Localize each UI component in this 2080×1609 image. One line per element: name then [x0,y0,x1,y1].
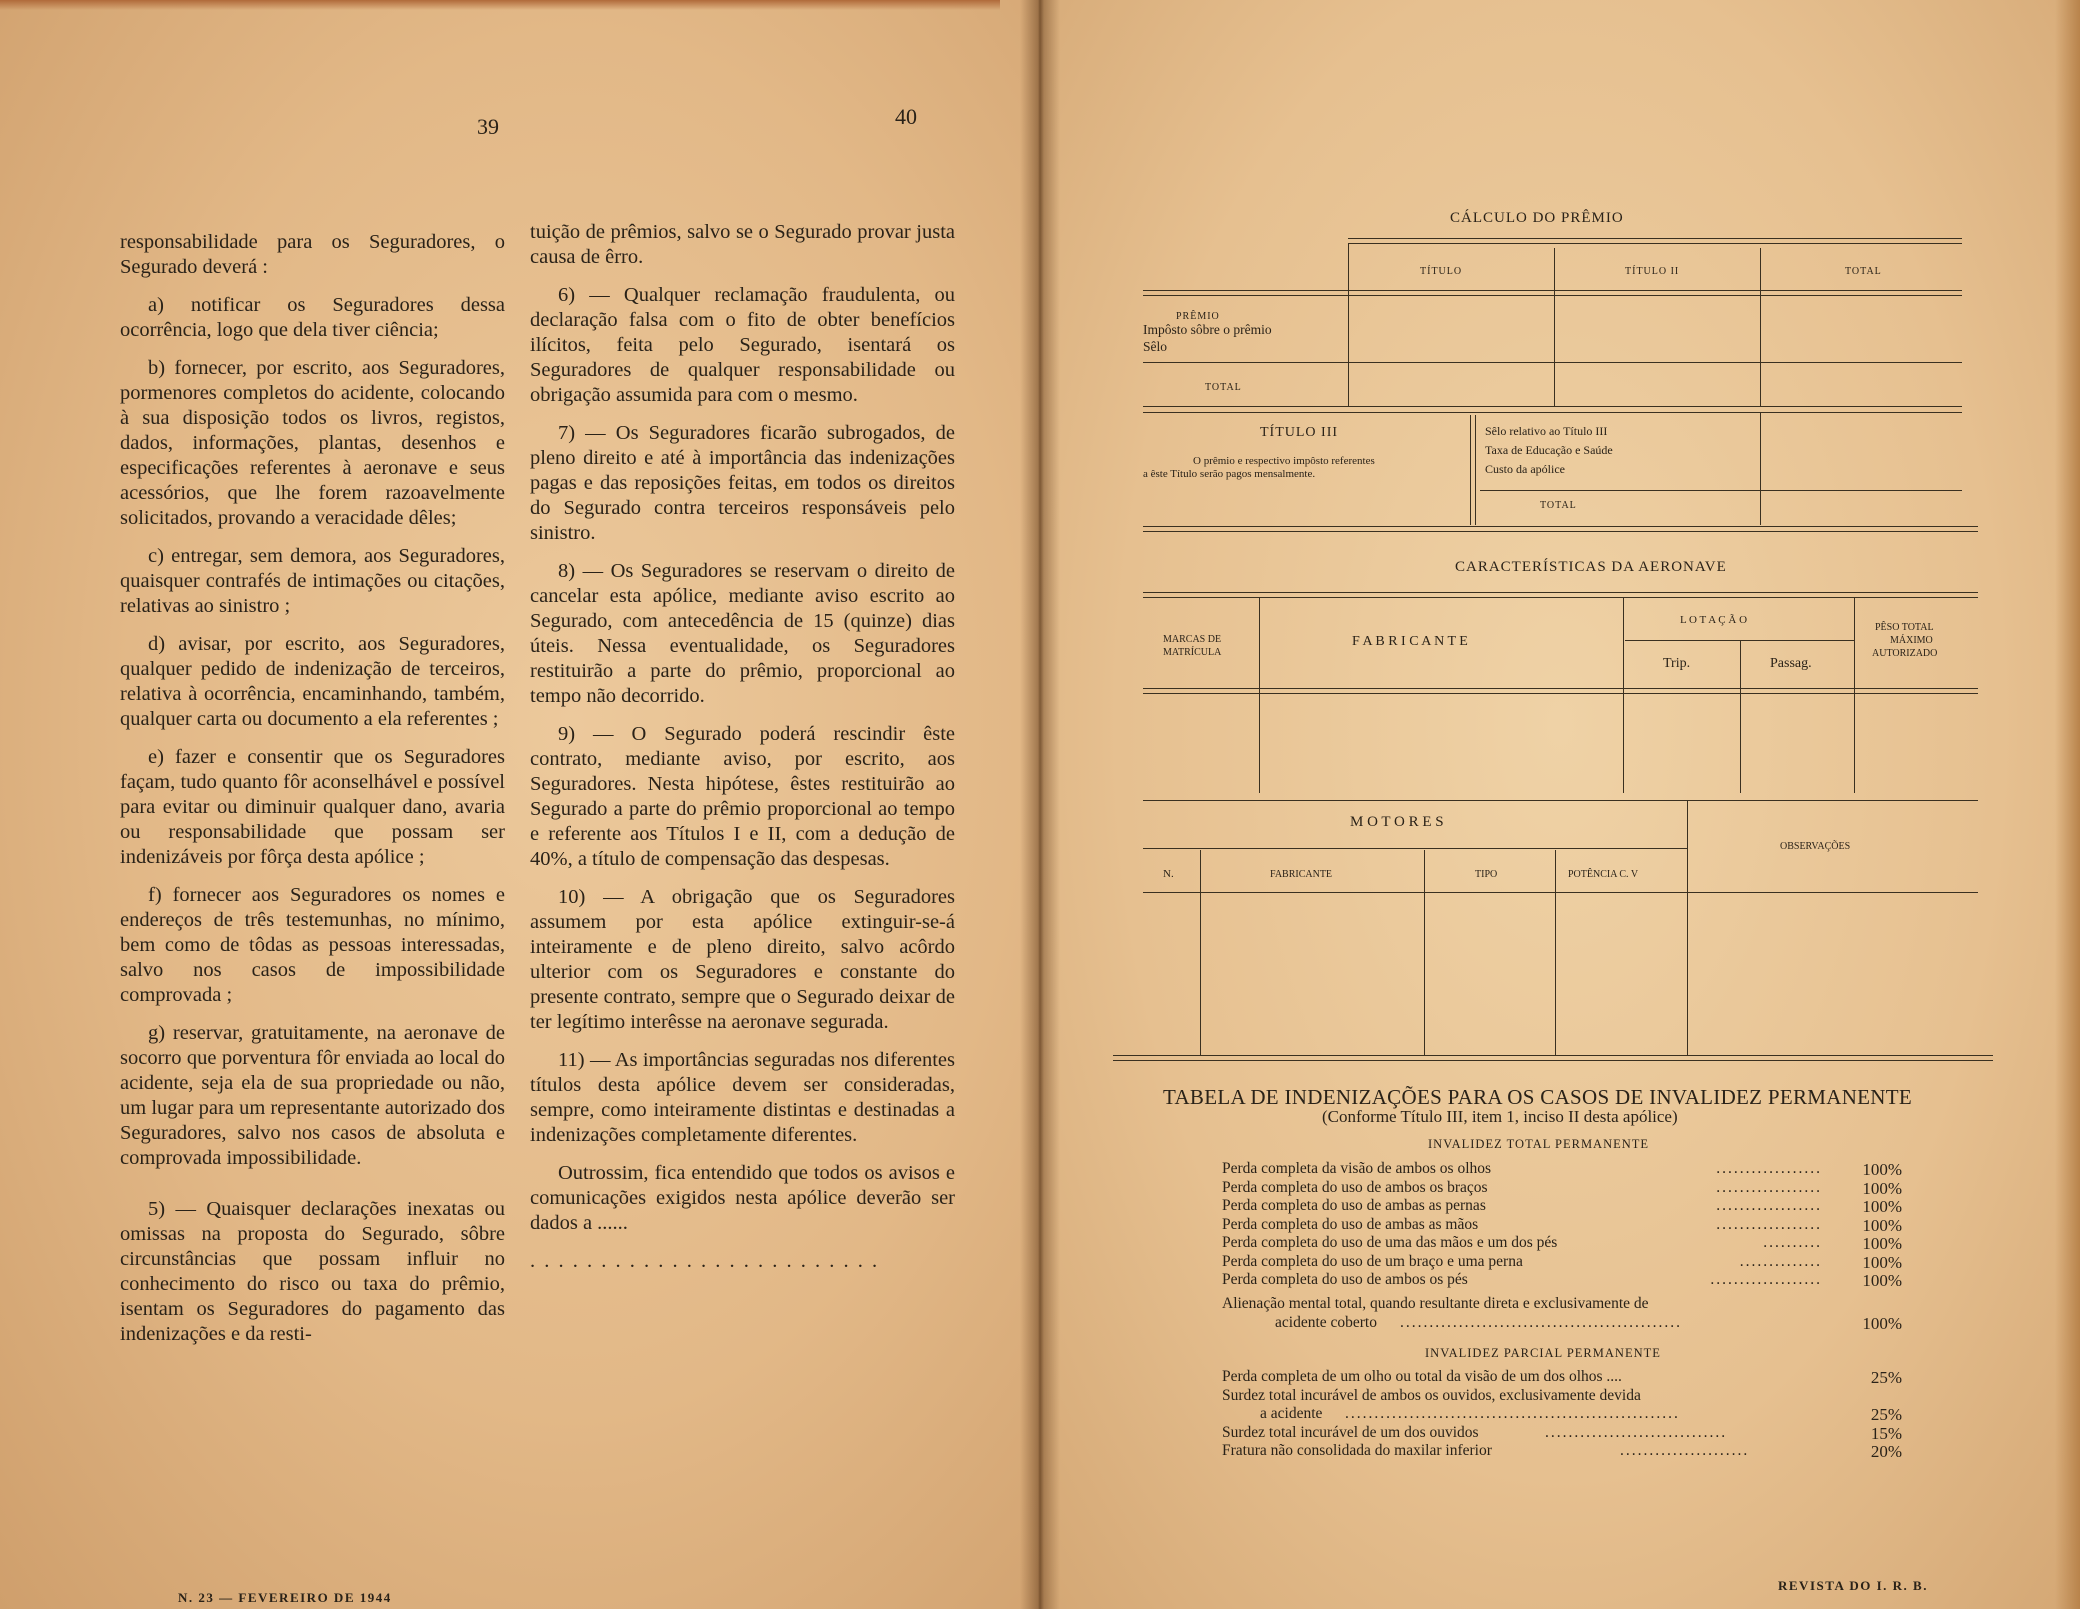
parcial-2-pct: 25% [1870,1405,1902,1424]
col-total: TOTAL [1845,266,1882,277]
row-leader: ............................... [1545,1424,1728,1441]
rule [1687,800,1688,1055]
paragraph-10: 10) — A obrigação que os Seguradores assumem por esta apólice extinguir-se-á inteiramente e de pleno direito, salvo acôrdo ulterior com os Seguradores e constante do presente contrato, sempre que o Segurado deixar de ter legítimo interêsse na aeronave segurada. [530,886,955,1033]
rule [1143,526,1978,532]
row-label: Perda completa do uso de ambos os braços [1222,1178,1488,1196]
parcial-2: Surdez total incurável de ambos os ouvidos, exclusivamente devida [1222,1387,1641,1404]
table-row [1222,1160,1902,1179]
row-label: Perda completa do uso de ambas as mãos [1222,1215,1479,1233]
paragraph-6: 6) — Qualquer reclamação fraudulenta, ou declaração falsa com o fito de obter benefícios ilícitos, feita pelo Segurado, isentará os Seguradores de qualquer responsabilidade ou obrigação assumida para com o mesmo. [530,284,955,406]
row-leader: .............. [1739,1252,1822,1270]
paragraph-d: d) avisar, por escrito, aos Seguradores, qualquer pedido de indenização de terceiros, relativa à ocorrência, encaminhando, também, qualquer carta ou documento a ela referentes ; [120,633,505,730]
total-rows [1222,1160,1902,1290]
page-number-40: 40 [895,104,917,129]
rule [1143,412,1962,413]
motores-title: M O T O R E S [1350,814,1444,830]
total-header: INVALIDEZ TOTAL PERMANENTE [1428,1137,1650,1151]
passag-label: Passag. [1770,656,1812,671]
row-total: TOTAL [1205,382,1242,393]
page-edge [2055,0,2080,1609]
rule [1760,412,1761,525]
left-column-1 [120,230,505,1360]
rule [1740,640,1741,793]
row-leader: ......................................................... [1345,1405,1680,1422]
torn-edge [0,0,1000,10]
rule [1555,850,1556,1055]
paragraph-b: b) fornecer, por escrito, aos Seguradores, pormenores completos do acidente, colocando à sua disposição todos os livros, registos, dados, informações, plantas, desenhos e especificações referentes à aeronave e seus acessórios, que lhe forem razoavelmente solicitados, provando a veracidade dêles; [120,357,505,529]
aero-title: CARACTERÍSTICAS DA AERONAVE [1455,559,1727,575]
parcial-4-pct: 20% [1870,1442,1902,1461]
col-titulo-2: TÍTULO II [1625,266,1680,277]
paragraph-e: e) fazer e consentir que os Seguradores façam, tudo quanto fôr aconselhável e possível para evitar ou diminuir qualquer dano, avaria ou responsabilidade que possam ser indenizáveis por fôrça desta apólice ; [120,746,505,868]
row-leader: .................. [1716,1160,1822,1177]
row-pct: 100% [1862,1234,1902,1253]
row-label: Perda completa do uso de um braço e uma perna [1222,1252,1523,1270]
paragraph: tuição de prêmios, salvo se o Segurado provar justa causa de êrro. [530,221,955,268]
motor-tipo: TIPO [1475,869,1498,880]
paragraph-g: g) reservar, gratuitamente, na aeronave de socorro que porventura fôr enviada ao local do acidente, seja ela de sua propriedade ou não, um lugar para um representante autorizado dos Seguradores, salvo nos casos de absoluta e comprovada impossibilidade. [120,1022,505,1169]
lotacao-label: L O T A Ç Ã O [1680,614,1748,626]
motor-potencia: POTÊNCIA C. V [1568,869,1639,880]
table-row [1222,1179,1902,1198]
rule [1623,598,1624,793]
peso-label: PÊSO TOTAL [1875,622,1934,633]
row-leader: .................. [1716,1178,1822,1196]
rule [1424,850,1425,1055]
right-footer: REVISTA DO I. R. B. [1778,1578,1928,1593]
row-leader: .................. [1716,1197,1822,1214]
rule [1143,592,1978,598]
dotted-line: . . . . . . . . . . . . . . . . . . . . . . . . . [530,1250,880,1272]
parcial-3: Surdez total incurável de um dos ouvidos [1222,1424,1479,1441]
calc-title: CÁLCULO DO PRÊMIO [1450,210,1624,226]
rule [1143,800,1978,801]
parcial-4: Fratura não consolidada do maxilar inferior [1222,1442,1492,1459]
rule [1760,248,1761,406]
titulo-3-note: a êste Título serão pagos mensalmente. [1143,468,1316,480]
row-pct: 100% [1862,1178,1902,1198]
marcas-label: MARCAS DE [1163,634,1222,645]
marcas-label: MATRÍCULA [1163,647,1222,658]
alienacao-label-2: acidente coberto [1275,1314,1377,1331]
table-row [1222,1271,1902,1290]
row-label: Perda completa da visão de ambos os olhos [1222,1160,1492,1177]
titulo-3: TÍTULO III [1260,425,1339,440]
paragraph-8: 8) — Os Seguradores se reservam o direito de cancelar esta apólice, mediante aviso escrito ao Segurado, com antecedência de 15 (quinze) dias úteis. Nessa eventualidade, os Seguradores restituirão a parte do prêmio, proporcional ao tempo não decorrido. [530,560,955,707]
left-column-2 [530,220,955,1287]
rule [1113,1055,1993,1061]
paragraph-outrossim: Outrossim, fica entendido que todos os avisos e comunicações exigidos nesta apólice deverão ser dados a ...... [530,1162,955,1234]
parcial-3-pct: 15% [1870,1424,1902,1443]
rule [1143,848,1687,849]
row-leader: ................... [1710,1271,1822,1288]
row-pct: 100% [1862,1215,1902,1235]
rule [1470,415,1476,525]
table-row [1222,1216,1902,1235]
t3-selo: Sêlo relativo ao Título III [1485,424,1608,438]
table-row [1222,1197,1902,1216]
row-leader: ...................... [1620,1442,1750,1459]
t3-taxa: Taxa de Educação e Saúde [1485,443,1613,457]
alienacao-pct: 100% [1862,1314,1902,1333]
rule [1625,640,1854,641]
row-label: Perda completa do uso de ambos os pés [1222,1271,1468,1288]
rule [1348,244,1349,406]
paragraph-7: 7) — Os Seguradores ficarão subrogados, de pleno direito e até à importância das indenizações pagas e das reposições feitas, em todos os direitos do Segurado contra terceiros responsáveis pelo sinistro. [530,422,955,544]
paragraph-11: 11) — As importâncias seguradas nos diferentes títulos desta apólice devem ser consideradas, sempre, como inteiramente distintas e destinadas a indenizações completamente diferentes. [530,1049,955,1146]
t3-total: TOTAL [1540,500,1577,511]
row-pct: 100% [1862,1160,1902,1179]
peso-label: AUTORIZADO [1872,648,1938,659]
t3-custo: Custo da apólice [1485,462,1565,476]
observacoes-label: OBSERVAÇÕES [1780,841,1851,852]
rule [1259,598,1260,793]
rule [1480,490,1962,491]
table-row [1222,1234,1902,1253]
parcial-header: INVALIDEZ PARCIAL PERMANENTE [1425,1346,1661,1360]
rule [1143,892,1978,893]
row-pct: 100% [1862,1252,1902,1272]
rule [1143,362,1962,363]
row-leader: .................. [1716,1215,1822,1233]
parcial-2b: a acidente [1260,1405,1323,1422]
trip-label: Trip. [1663,656,1691,671]
page-number-39: 39 [477,114,499,139]
titulo-3-note: O prêmio e respectivo impôsto referentes [1193,455,1375,467]
row-label: Perda completa do uso de uma das mãos e um dos pés [1222,1234,1558,1251]
tabela-subtitle: (Conforme Título III, item 1, inciso II desta apólice) [1322,1107,1678,1126]
row-label: Perda completa do uso de ambas as pernas [1222,1197,1486,1214]
paragraph-5: 5) — Quaisquer declarações inexatas ou omissas na proposta do Segurado, sôbre circunstâncias que possam influir no conhecimento do risco ou taxa do prêmio, isentam os Seguradores do pagamento das indenizações e da resti- [120,1198,505,1345]
row-pct: 100% [1862,1197,1902,1216]
rule [1143,290,1962,296]
paragraph-c: c) entregar, sem demora, aos Seguradores, quaisquer contrafés de intimações ou citações, relativas ao sinistro ; [120,545,505,617]
rule [1348,238,1962,244]
left-footer: N. 23 — FEVEREIRO DE 1944 [178,1590,392,1605]
aero-fabricante: F A B R I C A N T E [1352,634,1468,649]
motor-n: N. [1163,868,1174,880]
paragraph-9: 9) — O Segurado poderá rescindir êste contrato, mediante aviso, por escrito, aos Seguradores. Nesta hipótese, êstes restituirão ao Segurado a parte do prêmio proporcional ao tempo e referente aos Títulos I e II, com a dedução de 40%, a título de compensação das despesas. [530,723,955,870]
rule [1554,248,1555,406]
paragraph: responsabilidade para os Seguradores, o Segurado deverá : [120,231,505,278]
rule [1143,406,1962,407]
paragraph-f: f) fornecer aos Seguradores os nomes e endereços de três testemunhas, no mínimo, bem como de tôdas as pessoas interessadas, salvo nos casos de impossibilidade comprovada ; [120,884,505,1006]
motor-fabricante: FABRICANTE [1270,869,1333,880]
row-selo: Sêlo [1143,339,1168,354]
table-row [1222,1253,1902,1272]
rule [1854,598,1855,793]
row-leader: .......... [1763,1234,1822,1251]
paragraph-a: a) notificar os Seguradores dessa ocorrência, logo que dela tiver ciência; [120,294,505,341]
parcial-1-pct: 25% [1870,1368,1902,1387]
tabela-title: TABELA DE INDENIZAÇÕES PARA OS CASOS DE INVALIDEZ PERMANENTE [1163,1085,1913,1109]
row-imposto: Impôsto sôbre o prêmio [1143,322,1272,337]
row-pct: 100% [1862,1271,1902,1290]
row-leader: ................................................ [1400,1314,1682,1331]
peso-label: MÁXIMO [1890,635,1933,646]
col-titulo: TÍTULO [1420,266,1463,277]
parcial-1: Perda completa de um olho ou total da visão de um dos olhos .... [1222,1368,1622,1385]
gutter-shadow [1020,0,1060,1609]
row-premio: PRÊMIO [1176,311,1220,322]
alienacao-label: Alienação mental total, quando resultante direta e exclusivamente de [1222,1295,1649,1312]
rule [1143,688,1978,694]
rule [1200,850,1201,1055]
